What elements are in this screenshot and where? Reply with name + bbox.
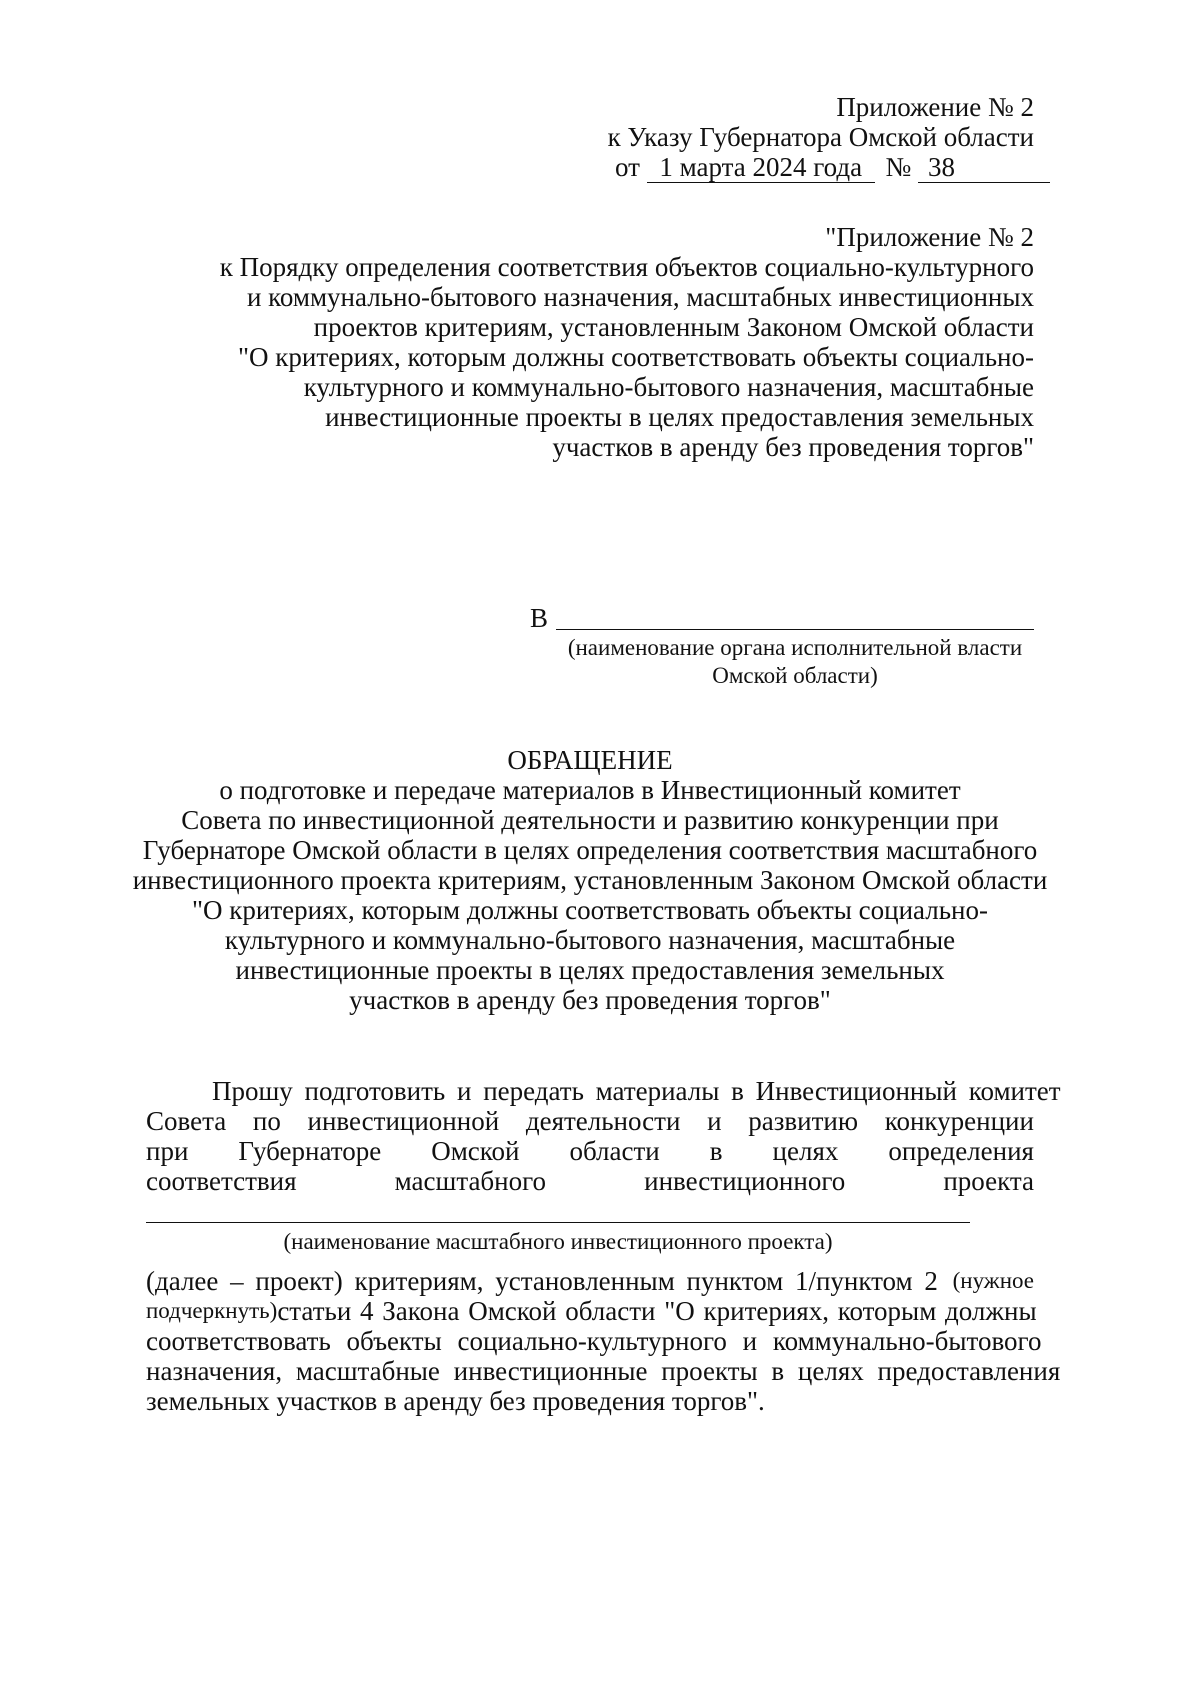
from-prefix: от: [615, 152, 640, 182]
title-line: инвестиционные проекты в целях предоставления земельных: [235, 955, 945, 985]
title-line: Губернаторе Омской области в целях определения соответствия масштабного: [142, 835, 1038, 865]
word: инвестиционной: [307, 1106, 500, 1136]
word: Совета: [146, 1106, 227, 1136]
word: целях: [772, 1136, 839, 1166]
word: развитию: [748, 1106, 859, 1136]
word: области: [569, 1136, 660, 1166]
body-line: соответствовать объекты социально-культурного и коммунально-бытового: [146, 1326, 1042, 1356]
body-line: земельных участков в аренду без проведения торгов".: [146, 1386, 765, 1416]
word: в: [709, 1136, 723, 1166]
title-line: о подготовке и передаче материалов в Инвестиционный комитет: [219, 775, 961, 805]
body-line: [212, 1076, 1061, 1106]
title-line: Совета по инвестиционной деятельности и развитию конкуренции при: [181, 805, 999, 835]
word: Губернаторе: [238, 1136, 382, 1166]
quoted-appendix-line: участков в аренду без проведения торгов": [552, 432, 1034, 462]
word: Омской: [431, 1136, 520, 1166]
word: инвестиционного: [644, 1166, 846, 1196]
body-line-justified: [146, 1136, 1034, 1166]
word: по: [252, 1106, 281, 1136]
body-text: Прошу подготовить и передать материалы в Инвестиционный комитет: [212, 1076, 1061, 1106]
quoted-appendix-line: инвестиционные проекты в целях предоставления земельных: [325, 402, 1034, 432]
quoted-appendix-line: и коммунально-бытового назначения, масштабных инвестиционных: [246, 282, 1034, 312]
title-line: "О критериях, которым должны соответствовать объекты социально-: [192, 895, 988, 925]
word: деятельности: [525, 1106, 681, 1136]
project-blank-line: [146, 1222, 970, 1223]
addressee-caption: [556, 634, 1034, 690]
appendix-label: Приложение № 2: [836, 92, 1034, 122]
number-sign: №: [885, 152, 912, 182]
body-line-justified: [146, 1166, 1034, 1196]
quoted-appendix-text: [200, 252, 1034, 462]
word: и: [707, 1106, 722, 1136]
title-line: участков в аренду без проведения торгов": [349, 985, 831, 1015]
body-text: (далее – проект) критериям, установленным пунктом 1/пунктом 2: [146, 1266, 938, 1296]
body-line: назначения, масштабные инвестиционные проекты в целях предоставления: [146, 1356, 1061, 1386]
word: масштабного: [394, 1166, 547, 1196]
word: конкуренции: [884, 1106, 1034, 1136]
word: определения: [888, 1136, 1034, 1166]
decree-date: 1 марта 2024 года: [647, 152, 875, 183]
note-text: подчеркнуть): [146, 1298, 278, 1323]
body-line-justified: [146, 1106, 1034, 1136]
addressee-caption-line: (наименование органа исполнительной власти: [567, 635, 1023, 660]
quoted-appendix-line: к Порядку определения соответствия объектов социально-культурного: [219, 252, 1034, 282]
addressee-blank-line: [556, 629, 1034, 630]
decree-number: 38: [918, 152, 1050, 183]
quoted-appendix-title: "Приложение № 2: [825, 222, 1034, 252]
title-line: культурного и коммунально-бытового назначения, масштабные: [224, 925, 956, 955]
document-title: [100, 745, 1080, 1015]
decree-reference: к Указу Губернатора Омской области: [607, 122, 1034, 152]
project-caption: (наименование масштабного инвестиционного проекта): [283, 1229, 833, 1254]
decree-date-number: [615, 152, 1035, 182]
body-text: статьи 4 Закона Омской области "О критериях, которым должны: [277, 1296, 1037, 1326]
word: соответствия: [146, 1166, 297, 1196]
title-heading: ОБРАЩЕНИЕ: [507, 745, 673, 775]
quoted-appendix-line: культурного и коммунально-бытового назначения, масштабные: [303, 372, 1034, 402]
body-line: [146, 1266, 1034, 1296]
addressee-caption-line: Омской области): [712, 663, 878, 688]
word: при: [146, 1136, 189, 1166]
note-text: (нужное: [952, 1268, 1034, 1293]
addressee-prefix: В: [530, 603, 549, 633]
title-line: инвестиционного проекта критериям, установленным Законом Омской области: [132, 865, 1048, 895]
word: проекта: [943, 1166, 1034, 1196]
quoted-appendix-line: "О критериях, которым должны соответствовать объекты социально-: [238, 342, 1034, 372]
quoted-appendix-line: проектов критериям, установленным Законом Омской области: [313, 312, 1034, 342]
body-line: [146, 1296, 1037, 1326]
